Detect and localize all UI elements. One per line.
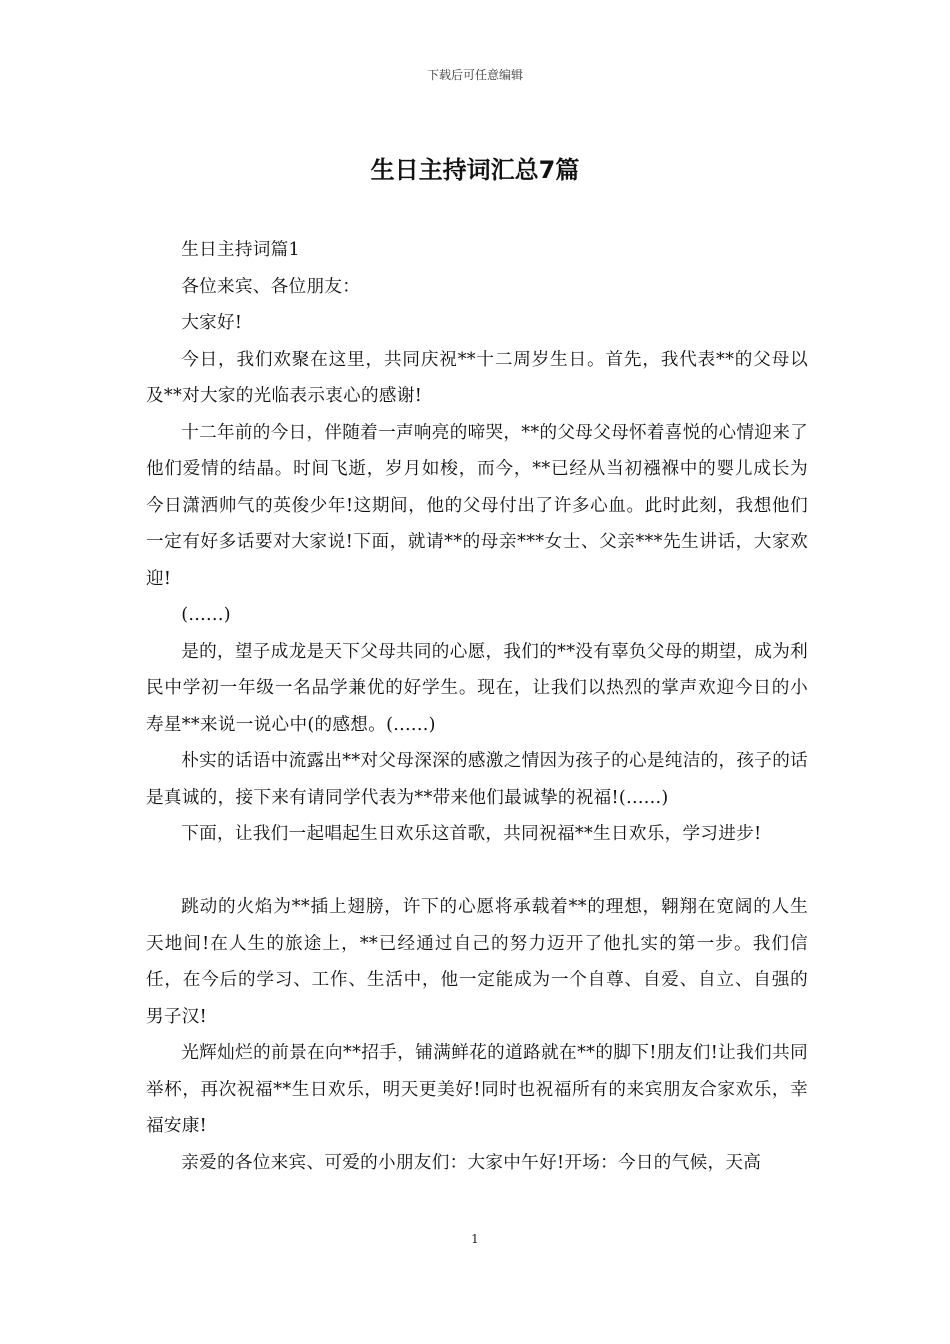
body-paragraph: 大家好! (181, 313, 243, 333)
body-paragraph: (......) (181, 605, 231, 625)
document-title: 生日主持词汇总7篇 (370, 156, 580, 184)
document-body (146, 232, 808, 1181)
body-paragraph: 下面，让我们一起唱起生日欢乐这首歌，共同祝福**生日欢乐，学习进步! (181, 824, 762, 844)
body-paragraph: 亲爱的各位来宾、可爱的小朋友们：大家中午好!开场：今日的气候，天高 (181, 1152, 762, 1173)
body-paragraph: 跳动的火焰为**插上翅膀，许下的心愿将承载着**的理想，翱翔在宽阔的人生天地间!在人生的旅途上，**已经通过自己的努力迈开了他扎实的第一步。我们信任，在今后的学习、工作、生活中，他一定能成为一个自尊、自爱、自立、自强的男子汉! (146, 897, 808, 1027)
section-heading: 生日主持词篇1 (181, 240, 301, 260)
body-paragraph: 光辉灿烂的前景在向**招手，铺满鲜花的道路就在**的脚下!朋友们!让我们共同举杯，再次祝福**生日欢乐，明天更美好!同时也祝福所有的来宾朋友合家欢乐，幸福安康! (146, 1043, 808, 1136)
blank-line (146, 853, 808, 890)
body-paragraph: 十二年前的今日，伴随着一声响亮的啼哭，**的父母父母怀着喜悦的心情迎来了他们爱情的结晶。时间飞逝，岁月如梭，而今，**已经从当初襁褓中的婴儿成长为今日潇洒帅气的英俊少年!这期间，他的父母付出了许多心血。此时此刻，我想他们一定有好多话要对大家说!下面，就请**的母亲***女士、父亲***先生讲话，大家欢迎! (146, 422, 808, 589)
body-paragraph: 是的，望子成龙是天下父母共同的心愿，我们的**没有辜负父母的期望，成为利民中学初一年级一名品学兼优的好学生。现在，让我们以热烈的掌声欢迎今日的小寿星**来说一说心中(的感想。(......) (146, 641, 808, 735)
page-number: 1 (471, 1232, 479, 1246)
body-paragraph: 朴实的话语中流露出**对父母深深的感激之情因为孩子的心是纯洁的，孩子的话是真诚的，接下来有请同学代表为**带来他们最诚挚的祝福!(......) (146, 751, 808, 808)
body-paragraph: 各位来宾、各位朋友： (181, 276, 361, 297)
page-header-note: 下载后可任意编辑 (426, 68, 523, 82)
body-paragraph: 今日，我们欢聚在这里，共同庆祝**十二周岁生日。首先，我代表**的父母以及**对大家的光临表示衷心的感谢! (146, 349, 808, 406)
